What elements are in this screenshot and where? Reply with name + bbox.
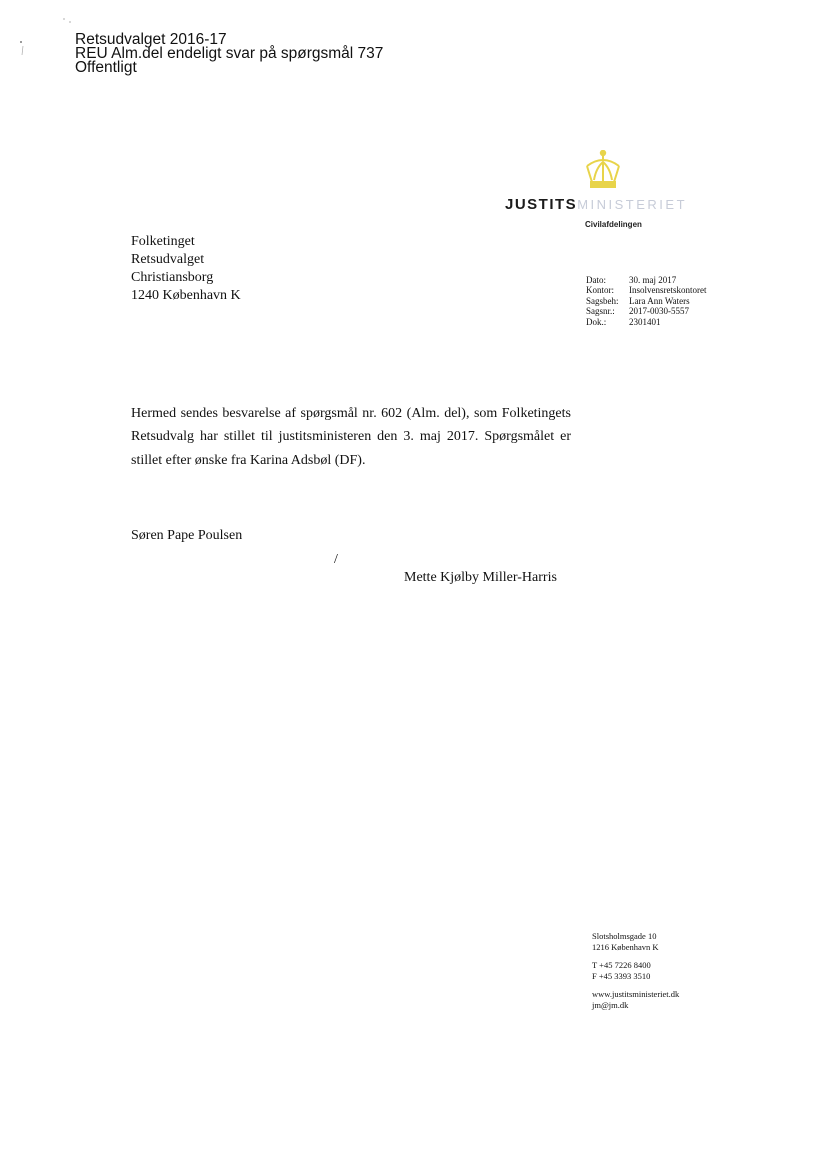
document-stamp xyxy=(75,33,383,75)
meta-value: 30. maj 2017 xyxy=(629,275,677,285)
case-metadata xyxy=(586,275,706,327)
signature-official: Mette Kjølby Miller-Harris xyxy=(404,570,557,585)
meta-key: Sagsnr.: xyxy=(586,306,615,317)
footer-email: jm@jm.dk xyxy=(592,999,629,1010)
meta-value: 2017-0030-5557 xyxy=(629,306,689,317)
ministry-logo xyxy=(505,150,725,220)
letter-body: Hermed sendes besvarelse af spørgsmål nr. 602 (Alm. del), som Folketingets Retsudvalg har stillet til justitsministeren den 3. maj 2017. Spørgsmålet er stillet efter ønske fra Karina Adsbøl (DF). xyxy=(131,406,571,468)
footer-street: Slotsholmsgade 10 xyxy=(592,931,657,941)
recipient-address xyxy=(131,233,241,305)
stamp-status: Offentligt xyxy=(75,59,137,76)
footer-website: www.justitsministeriet.dk xyxy=(592,989,680,1000)
stamp-reference: REU Alm.del endeligt svar på spørgsmål 737 xyxy=(75,45,384,62)
signature-minister: Søren Pape Poulsen xyxy=(131,528,243,543)
recipient-line: 1240 København K xyxy=(131,288,241,303)
department-name: Civilafdelingen xyxy=(585,220,642,229)
crown-icon xyxy=(582,150,624,190)
meta-key: Kontor: xyxy=(586,285,614,296)
meta-key: Sagsbeh: xyxy=(586,295,619,306)
meta-value: Lara Ann Waters xyxy=(629,295,690,306)
meta-value: 2301401 xyxy=(629,316,661,327)
footer-city: 1216 København K xyxy=(592,941,659,952)
meta-value: Insolvensretskontoret xyxy=(629,285,707,296)
meta-row xyxy=(586,285,706,295)
wordmark-bold: JUSTITS xyxy=(505,196,578,213)
ministry-wordmark xyxy=(505,196,687,213)
footer-phone: T +45 7226 8400 xyxy=(592,960,651,971)
stamp-committee: Retsudvalget 2016-17 xyxy=(75,31,227,48)
recipient-line: Christiansborg xyxy=(131,270,214,285)
signature-separator: / xyxy=(334,552,338,567)
recipient-line: Retsudvalget xyxy=(131,252,205,267)
meta-key: Dok.: xyxy=(586,316,607,327)
meta-row xyxy=(586,317,706,327)
recipient-line: Folketinget xyxy=(131,234,195,249)
wordmark-light: MINISTERIET xyxy=(577,197,688,212)
meta-row xyxy=(586,275,706,285)
meta-row xyxy=(586,296,706,306)
footer-fax: F +45 3393 3510 xyxy=(592,970,651,981)
ministry-contact xyxy=(592,931,679,1011)
meta-key: Dato: xyxy=(586,275,606,285)
meta-row xyxy=(586,306,706,316)
